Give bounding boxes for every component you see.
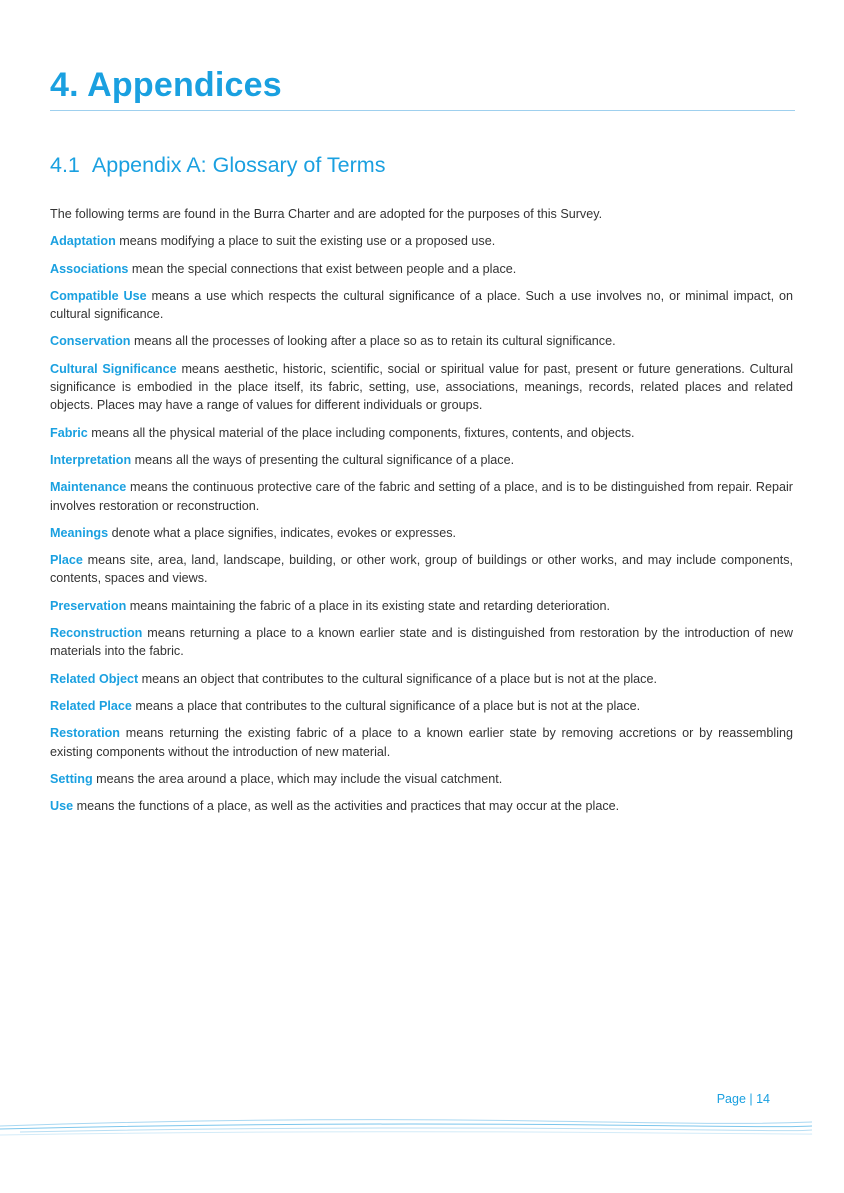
glossary-entry xyxy=(50,697,793,715)
section-number: 4.1 xyxy=(50,153,80,177)
glossary-term: Compatible Use xyxy=(50,288,147,303)
glossary-term: Cultural Significance xyxy=(50,361,177,376)
glossary-definition: means returning the existing fabric of a place to a known earlier state by removing accretions or by reassembling existing components without the introduction of new material. xyxy=(50,726,793,759)
glossary-definition: means maintaining the fabric of a place in its existing state and retarding deterioration. xyxy=(126,598,611,613)
glossary-term: Conservation xyxy=(50,334,131,349)
glossary-list xyxy=(50,232,793,815)
glossary-definition: means the functions of a place, as well as the activities and practices that may occur at the place. xyxy=(73,799,620,814)
glossary-definition: means a place that contributes to the cultural significance of a place but is not at the place. xyxy=(131,698,641,713)
glossary-entry xyxy=(50,360,793,415)
glossary-term: Reconstruction xyxy=(50,626,143,641)
glossary-definition: means modifying a place to suit the existing use or a proposed use. xyxy=(115,234,496,249)
glossary-definition: means all the processes of looking after a place so as to retain its cultural significance. xyxy=(130,334,616,349)
glossary-entry xyxy=(50,260,793,278)
glossary-definition: means an object that contributes to the cultural significance of a place but is not at the place. xyxy=(138,671,657,686)
glossary-entry xyxy=(50,424,793,442)
glossary-definition: means all the physical material of the place including components, fixtures, contents, and objects. xyxy=(87,425,635,440)
page-number: Page | 14 xyxy=(716,1092,770,1106)
glossary-content xyxy=(50,205,793,824)
glossary-term: Restoration xyxy=(50,726,120,741)
glossary-entry xyxy=(50,232,793,250)
title-divider xyxy=(50,110,795,111)
glossary-entry xyxy=(50,624,793,661)
glossary-entry xyxy=(50,524,793,542)
glossary-definition: denote what a place signifies, indicates, evokes or expresses. xyxy=(108,525,457,540)
glossary-entry xyxy=(50,797,793,815)
glossary-term: Associations xyxy=(50,261,129,276)
glossary-term: Fabric xyxy=(50,425,88,440)
page-title: 4. Appendices xyxy=(50,66,282,104)
glossary-entry xyxy=(50,478,793,515)
glossary-definition: means site, area, land, landscape, building, or other work, group of buildings or other works, and may include components, contents, spaces and views. xyxy=(50,553,793,586)
glossary-entry xyxy=(50,770,793,788)
footer-wave-lines xyxy=(0,1112,844,1142)
intro-paragraph: The following terms are found in the Burra Charter and are adopted for the purposes of this Survey. xyxy=(50,207,603,221)
glossary-entry xyxy=(50,597,793,615)
glossary-entry xyxy=(50,332,793,350)
glossary-definition: mean the special connections that exist between people and a place. xyxy=(128,261,517,276)
glossary-definition: means a use which respects the cultural significance of a place. Such a use involves no, or minimal impact, on cultural significance. xyxy=(50,288,793,322)
glossary-entry xyxy=(50,451,793,469)
section-title: Appendix A: Glossary of Terms xyxy=(91,153,386,177)
glossary-definition: means aesthetic, historic, scientific, social or spiritual value for past, present or future generations. Cultural significance is embodied in the place itself, its fabric, setting, use, associations, meanings, records, related places and related objects. Places may have a range of values for different individuals or groups. xyxy=(50,361,794,413)
glossary-definition: means all the ways of presenting the cultural significance of a place. xyxy=(131,452,515,467)
glossary-entry xyxy=(50,670,793,688)
section-heading xyxy=(50,153,385,178)
glossary-definition: means the area around a place, which may include the visual catchment. xyxy=(92,771,503,786)
glossary-term: Related Place xyxy=(50,698,132,713)
glossary-term: Adaptation xyxy=(50,234,116,249)
glossary-term: Use xyxy=(50,799,74,814)
glossary-term: Interpretation xyxy=(50,452,132,467)
glossary-entry xyxy=(50,551,793,588)
glossary-entry xyxy=(50,724,793,761)
glossary-term: Maintenance xyxy=(50,480,127,495)
glossary-entry xyxy=(50,287,793,324)
glossary-definition: means returning a place to a known earlier state and is distinguished from restoration by the introduction of new materials into the fabric. xyxy=(50,626,793,659)
glossary-term: Meanings xyxy=(50,525,109,540)
glossary-term: Setting xyxy=(50,771,93,786)
glossary-term: Preservation xyxy=(50,598,127,613)
glossary-term: Related Object xyxy=(50,671,139,686)
glossary-definition: means the continuous protective care of the fabric and setting of a place, and is to be distinguished from repair. Repair involves restoration or reconstruction. xyxy=(50,480,793,513)
glossary-term: Place xyxy=(50,553,83,568)
